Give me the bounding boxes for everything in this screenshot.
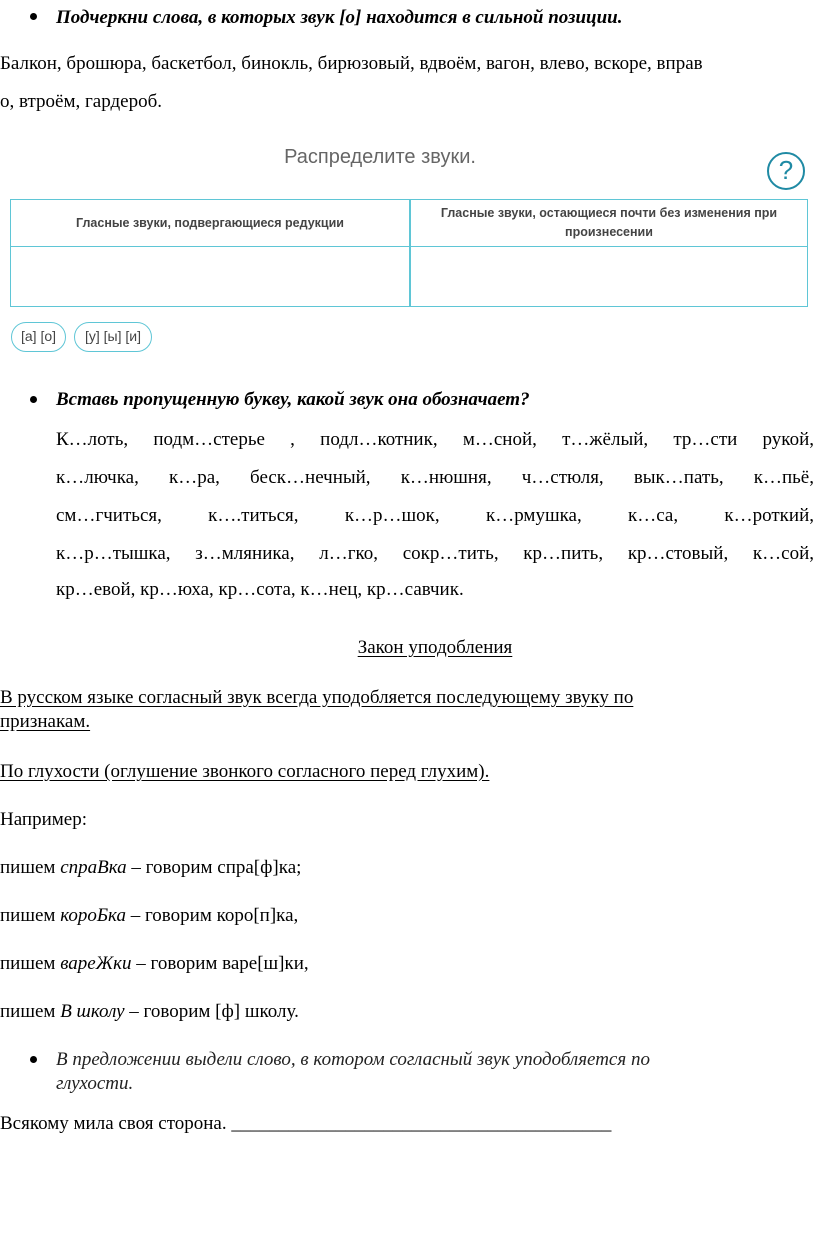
example-line: пишем спраВка – говорим спра[ф]ка;: [0, 857, 302, 878]
example-label: Например:: [0, 809, 87, 830]
column-header-unchanged: Гласные звуки, остающиеся почти без изменения при произнесении: [440, 206, 778, 239]
widget-title: Распределите звуки.: [284, 146, 476, 168]
drop-zone-reduced[interactable]: [11, 247, 409, 305]
example-word: В школу: [60, 1001, 125, 1022]
task1-words-line2: о, втроём, гардероб.: [0, 91, 162, 112]
task3-sentence: Всякому мила своя сторона.: [0, 1113, 232, 1134]
rule-statement-line2: признакам.: [0, 711, 91, 732]
task2-line: к…р…тышка, з…мляника, л…гко, сокр…тить, кр…пить, кр…стовый, к…сой,: [56, 543, 814, 564]
task2-line: К…лоть, подм…стерье , подл…котник, м…сной, т…жёлый, тр…сти рукой,: [56, 429, 814, 450]
sound-distribution-table: [10, 199, 808, 307]
answer-blank[interactable]: ________________________________________: [231, 1113, 612, 1134]
task3-instruction-line1: В предложении выдели слово, в котором согласный звук уподобляется по: [56, 1049, 650, 1070]
bullet-task1: [30, 13, 37, 20]
task2-line: к…лючка, к…ра, беск…нечный, к…нюшня, ч…стюля, вык…пать, к…пьё,: [56, 467, 814, 488]
example-line: пишем В школу – говорим [ф] школу.: [0, 1001, 299, 1022]
rule-heading: Закон уподобления: [357, 637, 513, 658]
task2-line: кр…евой, кр…юха, кр…сота, к…нец, кр…савчик.: [56, 579, 464, 600]
rule-subtype: По глухости (оглушение звонкого согласного перед глухим).: [0, 761, 490, 782]
help-icon[interactable]: ?: [767, 152, 805, 190]
sound-chip-a-o[interactable]: [а] [о]: [11, 322, 66, 352]
bullet-task3: [30, 1056, 37, 1063]
example-word: короБка: [60, 905, 126, 926]
task2-line: см…гчиться, к….титься, к…р…шок, к…рмушка, к…са, к…роткий,: [56, 505, 814, 526]
bullet-task2: [30, 396, 37, 403]
example-word: вареЖки: [60, 953, 132, 974]
task3-instruction-line2: глухости.: [56, 1073, 134, 1094]
drop-zone-unchanged[interactable]: [411, 247, 807, 305]
task1-words-line1: Балкон, брошюра, баскетбол, бинокль, бирюзовый, вдвоём, вагон, влево, вскоре, вправ: [0, 53, 703, 74]
example-word: спраВка: [60, 857, 127, 878]
rule-statement-line1: В русском языке согласный звук всегда уподобляется последующему звуку по: [0, 687, 634, 708]
task2-instruction: Вставь пропущенную букву, какой звук она обозначает?: [56, 389, 530, 410]
task1-instruction: Подчеркни слова, в которых звук [о] находится в сильной позиции.: [56, 7, 623, 28]
sound-chip-u-y-i[interactable]: [у] [ы] [и]: [74, 322, 152, 352]
column-header-reduced: Гласные звуки, подвергающиеся редукции: [76, 215, 344, 230]
example-line: пишем короБка – говорим коро[п]ка,: [0, 905, 299, 926]
task3-sentence-line: [0, 1112, 611, 1136]
example-line: пишем вареЖки – говорим варе[ш]ки,: [0, 953, 309, 974]
